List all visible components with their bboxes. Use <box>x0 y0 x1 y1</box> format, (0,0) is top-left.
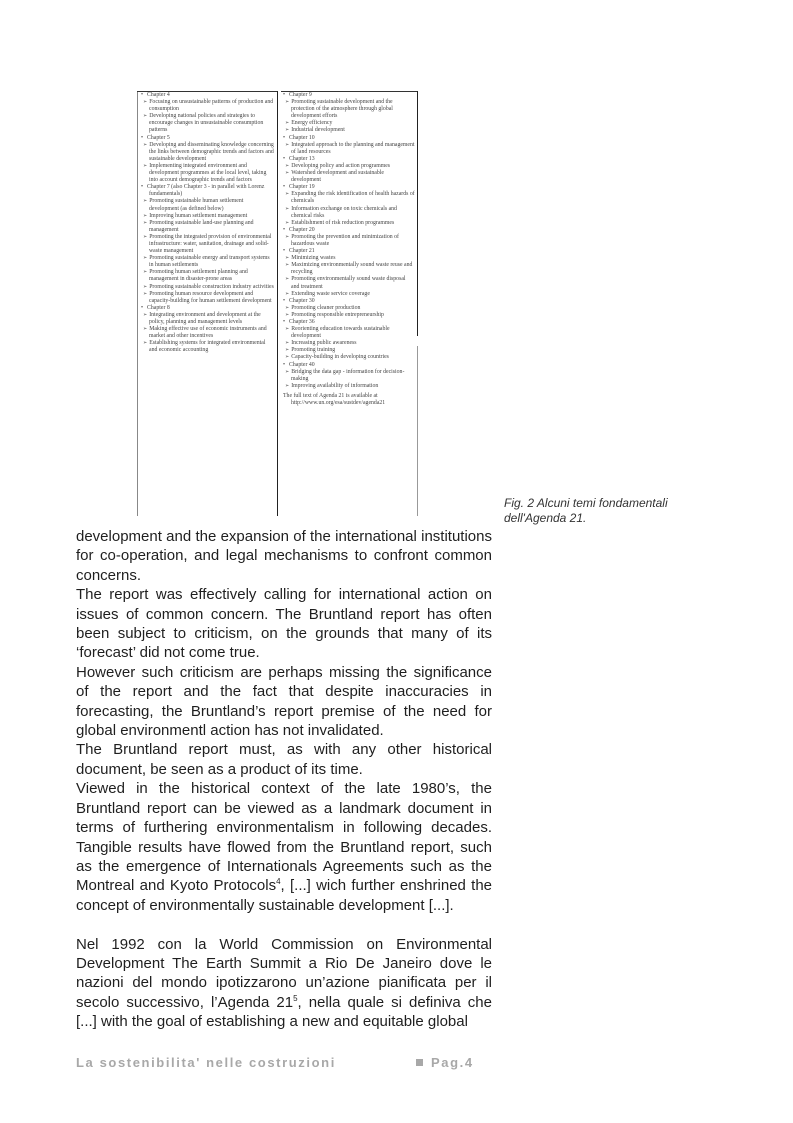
chapter-heading: • Chapter 10 <box>283 135 415 142</box>
list-item: ➢ Developing national policies and strategies to encourage changes in unsustainable consumption patterns <box>141 113 274 134</box>
chapter-heading: • Chapter 40 <box>283 362 415 369</box>
chapter-heading: • Chapter 8 <box>141 305 274 312</box>
list-item: ➢ Promoting sustainable land-use planning and management <box>141 220 274 234</box>
chapter-heading: • Chapter 20 <box>283 227 415 234</box>
figure-column-divider <box>277 91 278 516</box>
list-item: ➢ Minimizing wastes <box>283 255 415 262</box>
page-number: Pag.4 <box>431 1055 474 1070</box>
chapter-heading: • Chapter 19 <box>283 184 415 191</box>
list-item: ➢ Energy efficiency <box>283 120 415 127</box>
list-item: ➢ Increasing public awareness <box>283 340 415 347</box>
paragraph-text: Viewed in the historical context of the late 1980’s, the Bruntland report can be viewed as a landmark document in terms of furthering environmentalism in following decades. Tangible results have flowed from the Bruntland report, such as the emergence of Internationals Agreements such as the Montreal and Kyoto Protocols <box>76 780 492 895</box>
list-item: ➢ Promoting human resource development and capacity-building for human settlement development <box>141 291 274 305</box>
list-item: ➢ Promoting sustainable human settlement development (as defined below) <box>141 198 274 212</box>
list-item: ➢ Reorienting education towards sustainable development <box>283 326 415 340</box>
figure-right-column <box>283 92 415 407</box>
list-item: ➢ Promoting the prevention and minimization of hazardous waste <box>283 234 415 248</box>
list-item: ➢ Establishment of risk reduction programmes <box>283 220 415 227</box>
footer-page <box>416 1055 474 1070</box>
figure-left-column <box>141 92 274 354</box>
list-item: ➢ Promoting sustainable construction industry activities <box>141 284 274 291</box>
list-item: ➢ Improving availability of information <box>283 383 415 390</box>
list-item: ➢ Improving human settlement management <box>141 213 274 220</box>
list-item: http://www.un.org/esa/sustdev/agenda21 <box>291 400 386 407</box>
list-item: ➢ Promoting cleaner production <box>283 305 415 312</box>
paragraph: However such criticism are perhaps missing the significance of the report and the fact that despite inaccuracies in forecasting, the Bruntland’s report premise of the need for global environmentl action has not invalidated. <box>76 663 492 740</box>
figure-frame-right <box>417 91 418 336</box>
chapter-heading: • Chapter 9 <box>283 92 415 99</box>
list-item: ➢ Maximizing environmentally sound waste reuse and recycling <box>283 262 415 276</box>
list-item: ➢ Promoting human settlement planning and management in disaster-prone areas <box>141 269 274 283</box>
paragraph: The report was effectively calling for international action on issues of common concern. The Bruntland report has often been subject to criticism, on the grounds that many of its ‘forecast’ did not come true. <box>76 586 492 662</box>
list-item: ➢ Capacity-building in developing countries <box>283 354 415 361</box>
footnote-ref[interactable]: 5 <box>293 993 298 1003</box>
list-item: ➢ Focusing on unsustainable patterns of production and consumption <box>141 99 274 113</box>
list-item: ➢ Promoting the integrated provision of environmental infrastructure: water, sanitation, drainage and solid-waste management <box>141 234 274 255</box>
list-item: ➢ Promoting training <box>283 347 415 354</box>
paragraph-text: , [...] wich further enshrined the concept of environmentally sustainable development [...]. <box>76 877 492 914</box>
square-bullet-icon <box>416 1059 423 1066</box>
chapter-heading: • Chapter 5 <box>141 135 274 142</box>
chapter-heading: • Chapter 36 <box>283 319 415 326</box>
list-item: ➢ Extending waste service coverage <box>283 291 415 298</box>
list-item: ➢ Promoting responsible entrepreneurship <box>283 312 415 319</box>
chapter-heading: • Chapter 21 <box>283 248 415 255</box>
list-item: ➢ Making effective use of economic instruments and market and other incentives <box>141 326 274 340</box>
list-item: ➢ Promoting sustainable development and the protection of the atmosphere through global development efforts <box>283 99 415 120</box>
list-item: ➢ Promoting sustainable energy and transport systems in human settlements <box>141 255 274 269</box>
list-item: ➢ Developing policy and action programmes <box>283 163 415 170</box>
chapter-heading: • Chapter 7 (also Chapter 3 - in parallel with Lorenz fundamentals) <box>141 184 274 198</box>
list-item: ➢ Integrated approach to the planning and management of land resources <box>283 142 415 156</box>
agenda21-figure <box>137 88 420 520</box>
figure-frame-left <box>137 92 138 516</box>
list-item: ➢ Expanding the risk identification of health hazards of chemicals <box>283 191 415 205</box>
paragraph <box>76 779 492 915</box>
list-item: ➢ Establishing systems for integrated environmental and economic accounting <box>141 340 274 354</box>
figure-frame-right-lower <box>417 346 418 516</box>
main-text <box>76 527 492 1032</box>
list-item: ➢ Information exchange on toxic chemicals and chemical risks <box>283 206 415 220</box>
list-item: ➢ Implementing integrated environment and development programmes at the local level, taking into account demographic trends and factors <box>141 163 274 184</box>
footer-title: La sostenibilita' nelle costruzioni <box>76 1055 336 1070</box>
list-item: ➢ Industrial development <box>283 127 415 134</box>
list-item: ➢ Bridging the data gap - information for decision-making <box>283 369 415 383</box>
list-item: The full text of Agenda 21 is available at <box>283 392 378 399</box>
chapter-heading: • Chapter 13 <box>283 156 415 163</box>
chapter-heading: • Chapter 30 <box>283 298 415 305</box>
paragraph <box>76 935 492 1032</box>
list-item: ➢ Promoting environmentally sound waste disposal and treatment <box>283 276 415 290</box>
paragraph-text: Nel 1992 con la World Commission on Environmental Development The Earth Summit a Rio De Janeiro dove le nazioni del mondo ipotizzarono un’azione pianificata per il secolo successivo, l’Agenda 21 <box>76 935 492 1011</box>
paragraph-text: , nella quale si definiva che [...] with the goal of establishing a new and equitable global <box>76 993 492 1031</box>
list-item: ➢ Developing and disseminating knowledge concerning the links between demographic trends and factors and sustainable development <box>141 142 274 163</box>
chapter-heading: • Chapter 4 <box>141 92 274 99</box>
list-item: ➢ Watershed development and sustainable development <box>283 170 415 184</box>
figure-caption: Fig. 2 Alcuni temi fondamentali dell'Agenda 21. <box>504 496 668 525</box>
footnote-ref[interactable]: 4 <box>276 877 281 887</box>
paragraph: development and the expansion of the international institutions for co-operation, and legal mechanisms to confront common concerns. <box>76 528 492 584</box>
list-item: ➢ Integrating environment and development at the policy, planning and management levels <box>141 312 274 326</box>
paragraph: The Bruntland report must, as with any other historical document, be seen as a product of its time. <box>76 741 492 778</box>
